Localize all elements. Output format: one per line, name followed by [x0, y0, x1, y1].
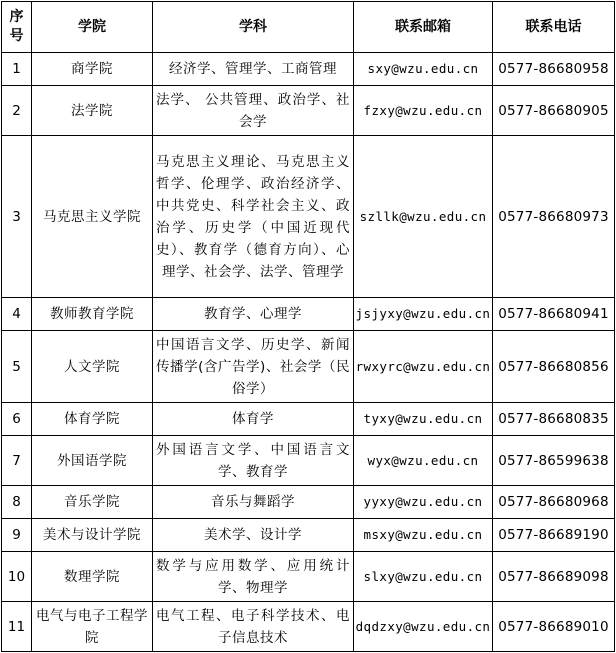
- row-email[interactable]: rwxyrc@wzu.edu.cn: [354, 331, 493, 403]
- row-college: 教师教育学院: [32, 298, 153, 331]
- row-email[interactable]: wyx@wzu.edu.cn: [354, 436, 493, 486]
- row-seq: 1: [2, 53, 32, 86]
- table-row: [2, 53, 615, 86]
- row-seq: 6: [2, 403, 32, 436]
- row-college: 音乐学院: [32, 486, 153, 519]
- row-college: 数理学院: [32, 552, 153, 602]
- header-college: 学院: [32, 2, 153, 53]
- table-row: [2, 136, 615, 298]
- row-phone: 0577-86689010: [493, 602, 615, 652]
- row-seq: 11: [2, 602, 32, 652]
- row-email[interactable]: jsjyxy@wzu.edu.cn: [354, 298, 493, 331]
- row-phone: 0577-86680905: [493, 86, 615, 136]
- row-email[interactable]: tyxy@wzu.edu.cn: [354, 403, 493, 436]
- row-phone: 0577-86680856: [493, 331, 615, 403]
- row-college: 外国语学院: [32, 436, 153, 486]
- table-row: [2, 602, 615, 652]
- row-college: 法学院: [32, 86, 153, 136]
- row-seq: 10: [2, 552, 32, 602]
- row-email[interactable]: sxy@wzu.edu.cn: [354, 53, 493, 86]
- row-seq: 3: [2, 136, 32, 298]
- row-seq: 5: [2, 331, 32, 403]
- row-email[interactable]: yyxy@wzu.edu.cn: [354, 486, 493, 519]
- row-email[interactable]: msxy@wzu.edu.cn: [354, 519, 493, 552]
- row-subjects: 体育学: [153, 403, 354, 436]
- header-row: [2, 2, 615, 53]
- row-seq: 7: [2, 436, 32, 486]
- row-seq: 2: [2, 86, 32, 136]
- table-row: [2, 486, 615, 519]
- row-subjects: 法学、 公共管理、政治学、社会学: [153, 86, 354, 136]
- header-phone: 联系电话: [493, 2, 615, 53]
- row-email[interactable]: szllk@wzu.edu.cn: [354, 136, 493, 298]
- row-subjects: 数学与应用数学、应用统计学、物理学: [153, 552, 354, 602]
- row-email[interactable]: dqdzxy@wzu.edu.cn: [354, 602, 493, 652]
- row-college: 马克思主义学院: [32, 136, 153, 298]
- row-phone: 0577-86689098: [493, 552, 615, 602]
- row-subjects: 教育学、心理学: [153, 298, 354, 331]
- table-row: [2, 403, 615, 436]
- table-row: [2, 519, 615, 552]
- row-email[interactable]: slxy@wzu.edu.cn: [354, 552, 493, 602]
- table-row: [2, 436, 615, 486]
- row-phone: 0577-86599638: [493, 436, 615, 486]
- row-phone: 0577-86680835: [493, 403, 615, 436]
- row-subjects: 中国语言文学、历史学、新闻传播学(含广告学)、社会学（民俗学）: [153, 331, 354, 403]
- row-seq: 8: [2, 486, 32, 519]
- row-subjects: 外国语言文学、中国语言文学、教育学: [153, 436, 354, 486]
- row-college: 美术与设计学院: [32, 519, 153, 552]
- row-phone: 0577-86680968: [493, 486, 615, 519]
- row-email[interactable]: fzxy@wzu.edu.cn: [354, 86, 493, 136]
- row-seq: 9: [2, 519, 32, 552]
- table-row: [2, 298, 615, 331]
- table-row: [2, 86, 615, 136]
- row-college: 电气与电子工程学院: [32, 602, 153, 652]
- table-row: [2, 331, 615, 403]
- header-email: 联系邮箱: [354, 2, 493, 53]
- row-subjects: 音乐与舞蹈学: [153, 486, 354, 519]
- row-phone: 0577-86680973: [493, 136, 615, 298]
- row-phone: 0577-86680958: [493, 53, 615, 86]
- row-subjects: 经济学、管理学、工商管理: [153, 53, 354, 86]
- row-seq: 4: [2, 298, 32, 331]
- header-subjects: 学科: [153, 2, 354, 53]
- row-phone: 0577-86689190: [493, 519, 615, 552]
- row-college: 体育学院: [32, 403, 153, 436]
- contacts-table: [1, 1, 615, 652]
- row-subjects: 马克思主义理论、马克思主义哲学、伦理学、政治经济学、中共党史、科学社会主义、政治学、历史学（中国近现代史）、教育学（德育方向）、心理学、社会学、法学、管理学: [153, 136, 354, 298]
- row-subjects: 美术学、设计学: [153, 519, 354, 552]
- header-seq: 序号: [2, 2, 32, 53]
- row-subjects: 电气工程、电子科学技术、电子信息技术: [153, 602, 354, 652]
- row-college: 人文学院: [32, 331, 153, 403]
- row-college: 商学院: [32, 53, 153, 86]
- row-phone: 0577-86680941: [493, 298, 615, 331]
- table-row: [2, 552, 615, 602]
